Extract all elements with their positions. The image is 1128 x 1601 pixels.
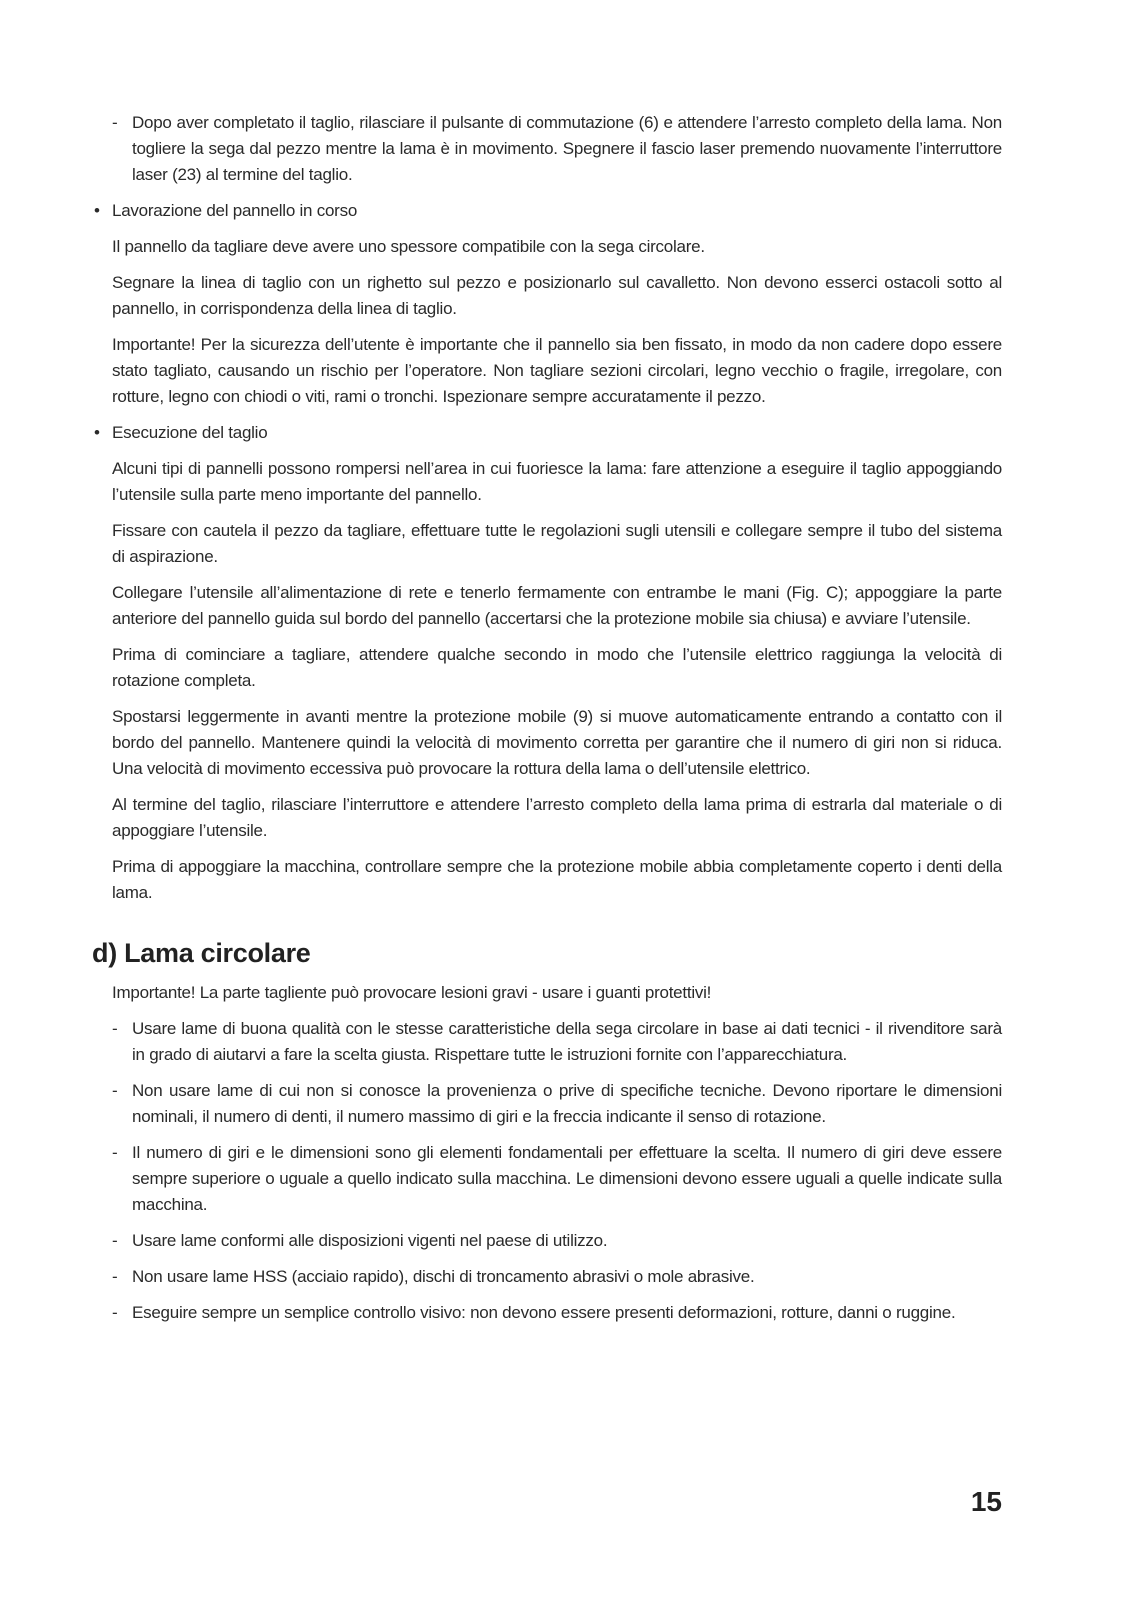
section-intro: Importante! La parte tagliente può provocare lesioni gravi - usare i guanti protettivi!: [112, 983, 712, 1002]
paragraph: Alcuni tipi di pannelli possono rompersi nell’area in cui fuoriesce la lama: fare attenzione a eseguire il taglio appoggiando l’utensile sulla parte meno importante del pannello.: [112, 459, 1002, 504]
paragraph: Spostarsi leggermente in avanti mentre la protezione mobile (9) si muove automaticamente entrando a contatto con il bordo del pannello. Mantenere quindi la velocità di movimento corretta per garantire che il numero di giri non si riduca. Una velocità di movimento eccessiva può provocare la rottura della lama o dell’utensile elettrico.: [112, 707, 1002, 778]
list-item: [92, 1078, 1002, 1130]
dash-marker: -: [112, 1303, 118, 1322]
list-item: [92, 1264, 1002, 1290]
dash-marker: -: [112, 1231, 118, 1250]
list-item: [92, 110, 1002, 188]
list-item: [92, 1228, 1002, 1254]
paragraph: Fissare con cautela il pezzo da tagliare, effettuare tutte le regolazioni sugli utensili e collegare sempre il tubo del sistema di aspirazione.: [112, 521, 1002, 566]
dash-marker: -: [112, 1019, 118, 1038]
list-item-text: Non usare lame di cui non si conosce la provenienza o prive di specifiche tecniche. Devono riportare le dimensioni nominali, il numero di denti, il numero massimo di giri e la freccia indicante il senso di rotazione.: [132, 1081, 1002, 1126]
dash-marker: -: [112, 113, 118, 132]
dash-list: [92, 1016, 1002, 1326]
paragraph: Prima di appoggiare la macchina, controllare sempre che la protezione mobile abbia completamente coperto i denti della lama.: [112, 857, 1002, 902]
list-item-text: Il numero di giri e le dimensioni sono gli elementi fondamentali per effettuare la scelta. Il numero di giri deve essere sempre superiore o uguale a quello indicato sulla macchina. Le dimensioni devono essere uguali a quelle indicate sulla macchina.: [132, 1143, 1002, 1214]
bullet-text: Lavorazione del pannello in corso: [112, 201, 358, 220]
list-item: [92, 1140, 1002, 1218]
dash-marker: -: [112, 1081, 118, 1100]
dash-marker: -: [112, 1267, 118, 1286]
bullet-marker: •: [94, 423, 100, 442]
paragraph: Importante! Per la sicurezza dell’utente è importante che il pannello sia ben fissato, in modo da non cadere dopo essere stato tagliato, causando un rischio per l’operatore. Non tagliare sezioni circolari, legno vecchio o fragile, irregolare, con rotture, legno con chiodi o viti, rami o tronchi. Ispezionare sempre accuratamente il pezzo.: [112, 335, 1002, 406]
paragraph: Al termine del taglio, rilasciare l’interruttore e attendere l’arresto completo della lama prima di estrarla dal materiale o di appoggiare l’utensile.: [112, 795, 1002, 840]
paragraph: Segnare la linea di taglio con un righetto sul pezzo e posizionarlo sul cavalletto. Non devono esserci ostacoli sotto al pannello, in corrispondenza della linea di taglio.: [112, 273, 1002, 318]
list-item-text: Usare lame conformi alle disposizioni vigenti nel paese di utilizzo.: [132, 1231, 608, 1250]
page-number: 15: [970, 1486, 1002, 1517]
list-item: [92, 1300, 1002, 1326]
list-item: [92, 1016, 1002, 1068]
list-item-text: Eseguire sempre un semplice controllo visivo: non devono essere presenti deformazioni, rotture, danni o ruggine.: [132, 1303, 956, 1322]
list-item-text: Non usare lame HSS (acciaio rapido), dischi di troncamento abrasivi o mole abrasive.: [132, 1267, 755, 1286]
bullet-item: [92, 198, 1002, 224]
section-heading: d) Lama circolare: [92, 938, 311, 968]
paragraph: Il pannello da tagliare deve avere uno spessore compatibile con la sega circolare.: [112, 237, 705, 256]
list-item-text: Usare lame di buona qualità con le stesse caratteristiche della sega circolare in base ai dati tecnici - il rivenditore sarà in grado di aiutarvi a fare la scelta giusta. Rispettare tutte le istruzioni fornite con l’apparecchiatura.: [132, 1019, 1002, 1064]
bullet-text: Esecuzione del taglio: [112, 423, 268, 442]
paragraph: Collegare l’utensile all’alimentazione di rete e tenerlo fermamente con entrambe le mani (Fig. C); appoggiare la parte anteriore del pannello guida sul bordo del pannello (accertarsi che la protezione mobile sia chiusa) e avviare l’utensile.: [112, 583, 1002, 628]
paragraph: Prima di cominciare a tagliare, attendere qualche secondo in modo che l’utensile elettrico raggiunga la velocità di rotazione completa.: [112, 645, 1002, 690]
page-content: [92, 110, 1002, 1336]
bullet-item: [92, 420, 1002, 446]
dash-marker: -: [112, 1143, 118, 1162]
bullet-marker: •: [94, 201, 100, 220]
list-item-text: Dopo aver completato il taglio, rilasciare il pulsante di commutazione (6) e attendere l’arresto completo della lama. Non togliere la sega dal pezzo mentre la lama è in movimento. Spegnere il fascio laser premendo nuovamente l’interruttore laser (23) al termine del taglio.: [132, 113, 1002, 184]
